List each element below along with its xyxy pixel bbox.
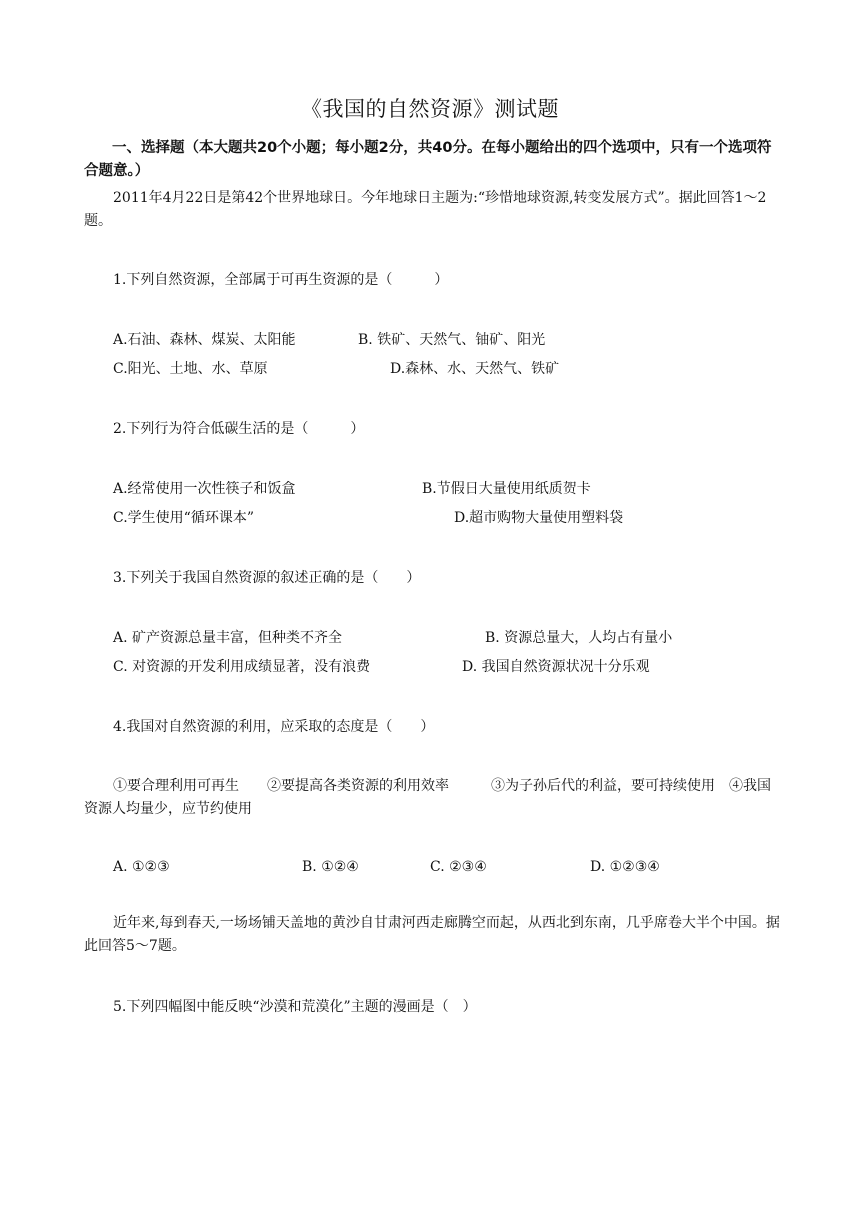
question-1-option-b: B. 铁矿、天然气、铀矿、阳光	[358, 332, 546, 348]
question-4-option-b: B. ①②④	[302, 859, 359, 875]
intro-paragraph-1: 2011年4月22日是第42个世界地球日。今年地球日主题为:“珍惜地球资源,转变发展方式”。据此回答1～2题。	[84, 190, 767, 229]
intro-paragraph-2: 近年来,每到春天,一场场铺天盖地的黄沙自甘肃河西走廊腾空而起，从西北到东南，几乎席卷大半个中国。据此回答5～7题。	[84, 915, 780, 954]
question-1-option-d: D.森林、水、天然气、铁矿	[390, 361, 560, 377]
question-3-option-a: A. 矿产资源总量丰富，但种类不齐全	[113, 630, 343, 646]
question-2-option-c: C.学生使用“循环课本”	[113, 510, 254, 526]
question-3-option-d: D. 我国自然资源状况十分乐观	[462, 659, 650, 675]
question-2-option-b: B.节假日大量使用纸质贺卡	[422, 481, 591, 497]
question-5-stem: 5.下列四幅图中能反映“沙漠和荒漠化”主题的漫画是（ ）	[113, 999, 477, 1015]
question-3-stem: 3.下列关于我国自然资源的叙述正确的是（ ）	[113, 570, 421, 586]
question-4-stem: 4.我国对自然资源的利用，应采取的态度是（ ）	[113, 719, 435, 735]
question-4-option-d: D. ①②③④	[590, 859, 660, 875]
question-1-option-c: C.阳光、土地、水、草原	[113, 361, 268, 377]
question-4-option-a: A. ①②③	[113, 859, 170, 875]
question-2-option-d: D.超市购物大量使用塑料袋	[454, 510, 624, 526]
question-1-stem: 1.下列自然资源，全部属于可再生资源的是（ ）	[113, 272, 449, 288]
page-title: 《我国的自然资源》测试题	[301, 97, 559, 121]
question-2-stem: 2.下列行为符合低碳生活的是（ ）	[113, 421, 365, 437]
section-header: 一、选择题（本大题共20个小题；每小题2分，共40分。在每小题给出的四个选项中，只有一个选项符合题意。）	[84, 140, 772, 179]
question-4-option-c: C. ②③④	[430, 859, 487, 875]
question-3-option-c: C. 对资源的开发利用成绩显著，没有浪费	[113, 659, 371, 675]
question-4-statements: ①要合理利用可再生 ②要提高各类资源的利用效率 ③为子孙后代的利益，要可持续使用 ④我国资源人均量少，应节约使用	[84, 778, 771, 817]
question-2-option-a: A.经常使用一次性筷子和饭盒	[113, 481, 296, 497]
question-1-option-a: A.石油、森林、煤炭、太阳能	[113, 332, 296, 348]
question-3-option-b: B. 资源总量大，人均占有量小	[485, 630, 673, 646]
